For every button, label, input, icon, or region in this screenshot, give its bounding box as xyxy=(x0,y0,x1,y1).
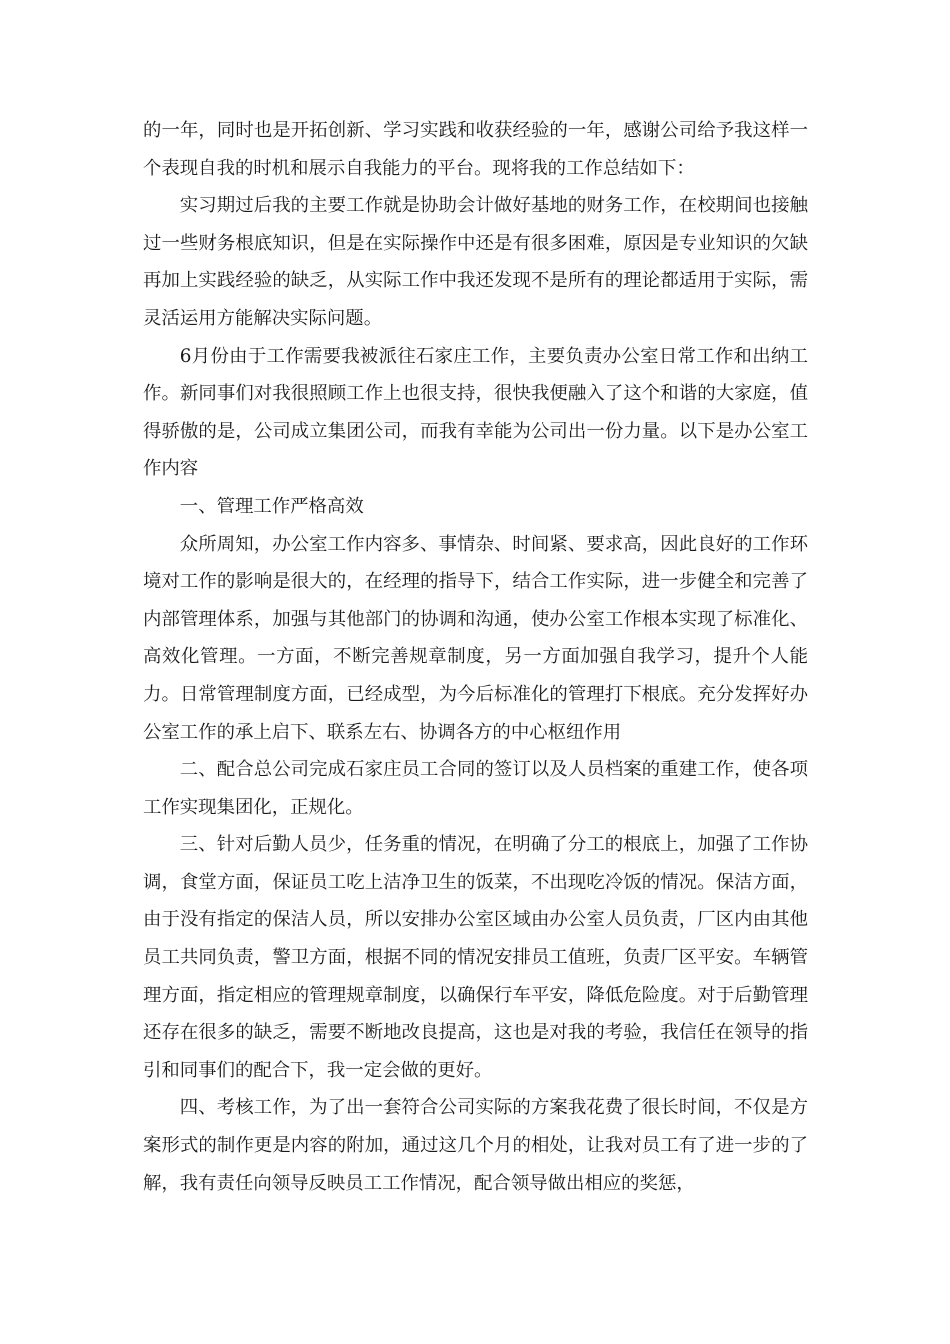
paragraph-contracts: 二、配合总公司完成石家庄员工合同的签订以及人员档案的重建工作，使各项工作实现集团化，正规化。 xyxy=(143,759,808,818)
paragraph-continuation: 的一年，同时也是开拓创新、学习实践和收获经验的一年，感谢公司给予我这样一个表现自我的时机和展示自我能力的平台。现将我的工作总结如下： xyxy=(143,120,808,179)
paragraph-logistics: 三、针对后勤人员少，任务重的情况，在明确了分工的根底上，加强了工作协调，食堂方面，保证员工吃上洁净卫生的饭菜，不出现吃冷饭的情况。保洁方面，由于没有指定的保洁人员，所以安排办公室区域由办公室人员负责，厂区内由其他员工共同负责，警卫方面，根据不同的情况安排员工值班，负责厂区平安。车辆管理方面，指定相应的管理规章制度，以确保行车平安，降低危险度。对于后勤管理还存在很多的缺乏，需要不断地改良提高，这也是对我的考验，我信任在领导的指引和同事们的配合下，我一定会做的更好。 xyxy=(143,834,808,1081)
paragraph-june-transfer: 6月份由于工作需要我被派往石家庄工作，主要负责办公室日常工作和出纳工作。新同事们对我很照顾工作上也很支持，很快我便融入了这个和谐的大家庭，值得骄傲的是，公司成立集团公司，而我有幸能为公司出一份力量。以下是办公室工作内容 xyxy=(143,345,808,480)
section-heading-management: 一、管理工作严格高效 xyxy=(179,495,364,517)
paragraph-management: 众所周知，办公室工作内容多、事情杂、时间紧、要求高，因此良好的工作环境对工作的影响是很大的，在经理的指导下，结合工作实际，进一步健全和完善了内部管理体系，加强与其他部门的协调和沟通，使办公室工作根本实现了标准化、高效化管理。一方面，不断完善规章制度，另一方面加强自我学习，提升个人能力。日常管理制度方面，已经成型，为今后标准化的管理打下根底。充分发挥好办公室工作的承上启下、联系左右、协调各方的中心枢纽作用 xyxy=(143,533,808,743)
document-body xyxy=(143,112,808,1202)
paragraph-internship: 实习期过后我的主要工作就是协助会计做好基地的财务工作，在校期间也接触过一些财务根底知识，但是在实际操作中还是有很多困难，原因是专业知识的欠缺再加上实践经验的缺乏，从实际工作中我还发现不是所有的理论都适用于实际，需灵活运用方能解决实际问题。 xyxy=(143,195,808,329)
paragraph-assessment: 四、考核工作，为了出一套符合公司实际的方案我花费了很长时间，不仅是方案形式的制作更是内容的附加，通过这几个月的相处，让我对员工有了进一步的了解，我有责任向领导反映员工工作情况，配合领导做出相应的奖惩， xyxy=(143,1097,808,1194)
